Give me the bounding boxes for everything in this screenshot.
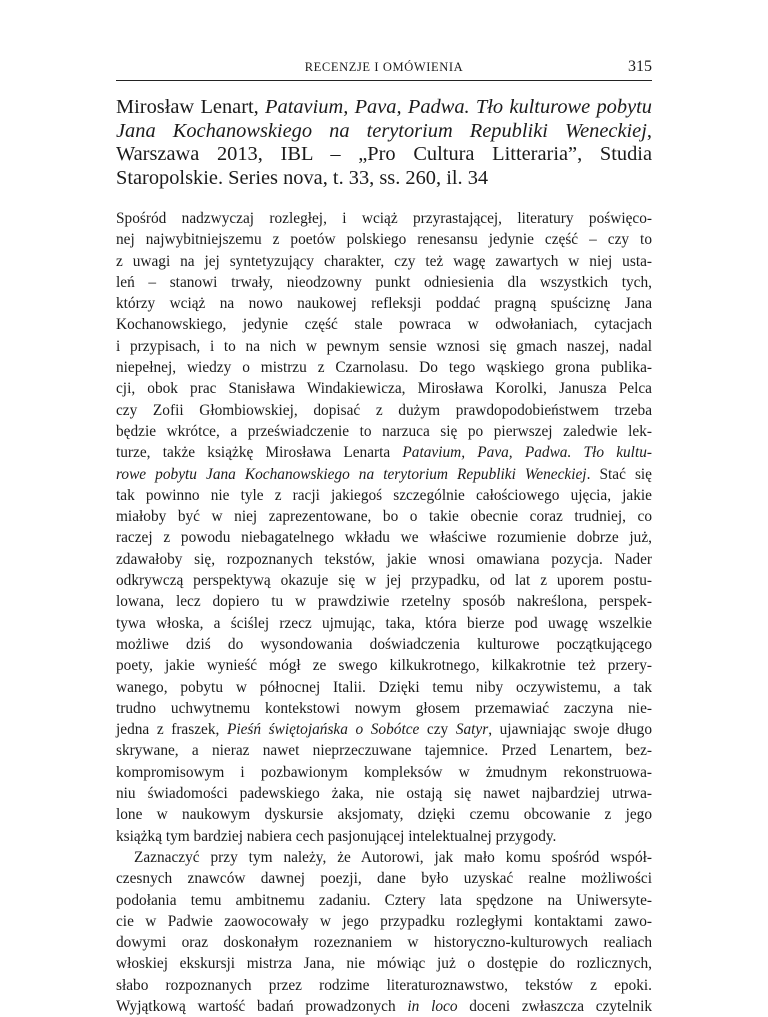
body-line: nej najwybitniejszemu z poetów polskiego renesansu jedynie część – czy to (116, 231, 652, 249)
latin-phrase-italic: in loco (407, 997, 458, 1015)
body-line: turze, także książkę Mirosława Lenarta Patavium, Pava, Padwa. Tło kultu- (116, 444, 652, 462)
body-line: niepełnej, wiedzy o mistrzu z Czarnolasu. Do tego wąskiego grona publika- (116, 359, 652, 377)
page-number: 315 (628, 58, 652, 75)
body-line: lone w naukowym dyskursie aksjomaty, dzięki czemu obcowanie z jego (116, 806, 652, 824)
body-line: zdawałoby się, rozpoznanych tekstów, jakie wnosi omawiana pozycja. Nader (116, 550, 652, 568)
body-line: Kochanowskiego, jedynie część stale powraca w odwołaniach, cytacjach (116, 316, 652, 334)
body-line: jedna z fraszek, Pieśń świętojańska o Sobótce czy Satyr, ujawniając swoje długo (116, 721, 653, 739)
body-line: Spośród nadzwyczaj rozległej, i wciąż przyrastającej, literatury poświęco- (116, 210, 652, 227)
body-line: wanego, pobytu w północnej Italii. Dzięki temu niby oczywistemu, a tak (116, 678, 652, 696)
work-title-italic: Satyr (455, 721, 489, 739)
running-head (116, 58, 652, 78)
body-line: będzie wkrótce, a przeświadczenie to narzuca się po pierwszej zaledwie lek- (116, 422, 652, 440)
body-line: niu świadomości padewskiego żaka, nie ostają się nawet najbardziej utrwa- (116, 785, 652, 803)
body-line: poety, jakie wynieść mógł ze swego kilkukrotnego, kilkakrotnie też przery- (116, 657, 652, 675)
book-title-italic: rowe pobytu Jana Kochanowskiego na terytorium Republiki Weneckiej (116, 465, 587, 483)
book-title-italic: Patavium, Pava, Padwa. Tło kultu- (402, 444, 652, 462)
header-rule (116, 80, 652, 81)
citation-book-title: Patavium, Pava, Padwa. Tło kulturowe pobytu Jana Kochanowskiego na terytorium Republiki Weneckiej (116, 96, 652, 142)
running-title: RECENZJE I OMÓWIENIA (304, 60, 464, 74)
body-line: cie w Padwie zaowocowały w jego przypadku rozległymi kontaktami zawo- (116, 912, 652, 930)
body-line: włoskiej ekskursji mistrza Jana, nie mówiąc już o dostępie do rozlicznych, (116, 955, 652, 973)
body-line: cji, obok prac Stanisława Windakiewicza, Mirosława Korolki, Janusza Pelca (116, 380, 652, 398)
body-line: z uwagi na jej syntetyzujący charakter, czy też wagę zawartych w niej usta- (116, 252, 652, 270)
body-line: trudno uchwytnemu kontekstowi nowym głosem przemawiać zaczyna nie- (116, 699, 652, 717)
body-line: skrywane, a nieraz nawet nieprzeczuwane tajemnice. Przed Lenartem, bez- (116, 742, 652, 760)
body-line: książką tym bardziej nabiera cech pasjonującej intelektualnej przygody. (116, 827, 557, 845)
body-line: lowana, lecz dopiero tu w prawdziwie rzetelny sposób nakreślona, perspek- (116, 593, 652, 611)
body-line: i przypisach, i to na nich w pewnym sensie wznosi się gmach naszej, nadal (116, 337, 652, 355)
body-line: możliwe dziś do wysondowania doświadczenia kulturowe początkującego (116, 635, 652, 653)
review-body (116, 208, 652, 1017)
body-line: słabo rozpoznanych przez rodzime literaturoznawstwo, tekstów z epoki. (116, 976, 652, 994)
body-line: tywa włoska, a ściślej rzecz ujmując, taka, która bierze pod uwagę wszelkie (116, 614, 652, 632)
body-line: odkrywczą perspektywą okazuje się w jej przypadku, od lat z uporem postu- (116, 572, 652, 590)
body-line: podołania temu ambitnemu zadaniu. Cztery lata spędzone na Uniwersyte- (116, 891, 652, 909)
body-line: kompromisowym i pozbawionym kompleksów w żmudnym rekonstruowa- (116, 763, 652, 781)
work-title-italic: Pieśń świętojańska o Sobótce (226, 721, 420, 739)
body-line: Wyjątkową wartość badań prowadzonych in loco doceni zwłaszcza czytelnik (116, 997, 652, 1015)
body-line: leń – stanowi trwały, nieodzowny punkt odniesienia dla wszystkich tych, (116, 273, 652, 291)
body-line: czy Zofii Głombiowskiej, dopisać z dużym prawdopodobieństwem trzeba (116, 401, 652, 419)
body-line: tak powinno nie tyle z racji jakiegoś szczególnie całościowego ujęcia, jakie (116, 486, 652, 504)
body-line: raczej z powodu niebagatelnego wkładu we właściwe rozumienie dobrze już, (116, 529, 652, 547)
body-line: Zaznaczyć przy tym należy, że Autorowi, jak mało komu spośród współ- (134, 848, 652, 866)
body-line: którzy wciąż na nowo naukowej refleksji poddać pragną spuściznę Jana (116, 295, 652, 313)
citation-details: , Warszawa 2013, IBL – „Pro Cultura Litteraria”, Studia Staropolskie. Series nova, t. 33, ss. 260, il. 34 (116, 119, 652, 189)
body-line: czesnych znawców dawnej poezji, dane było uzyskać realne możliwości (116, 870, 652, 888)
body-line: rowe pobytu Jana Kochanowskiego na terytorium Republiki Weneckiej. Stać się (116, 465, 652, 483)
citation-author: Mirosław Lenart, (116, 96, 266, 118)
body-line: dowymi oraz doskonałym rozeznaniem w historyczno-kulturowych realiach (116, 934, 652, 952)
book-citation (116, 96, 652, 190)
body-line: miałoby być w niej zaprezentowane, bo o takie obecnie coraz trudniej, co (116, 508, 652, 526)
